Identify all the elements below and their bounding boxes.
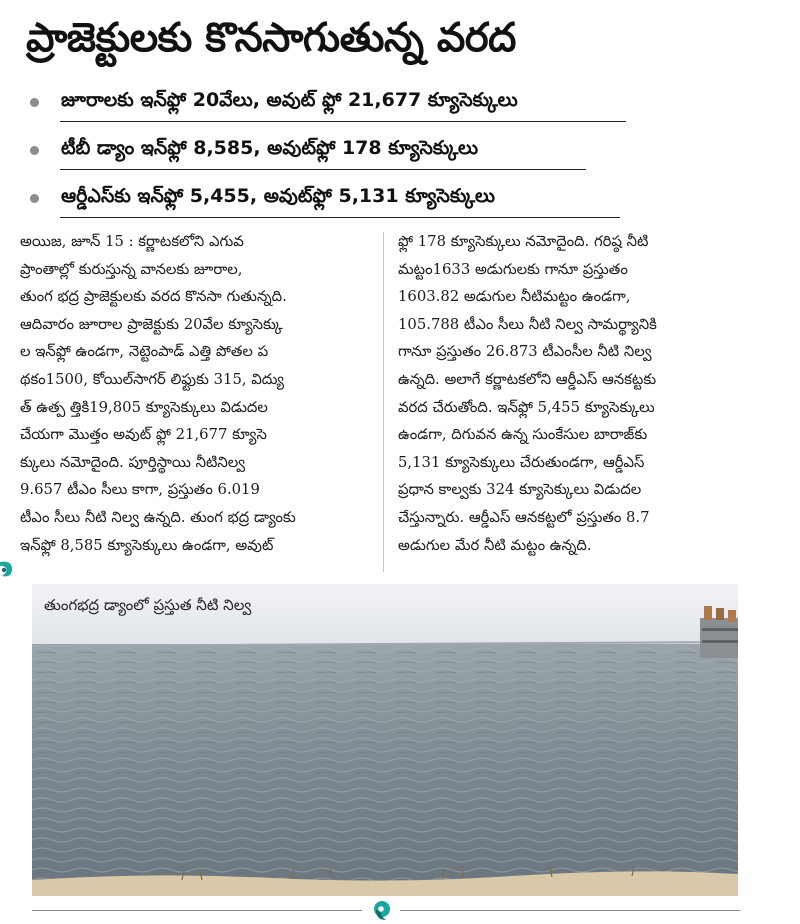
- body-line: ఫ్లో 178 క్యూసెక్కులు నమోదైంది. గరిష్ఠ నీటి: [398, 233, 649, 250]
- footer-rule-right: [400, 910, 740, 911]
- bullet-underline: [60, 217, 620, 218]
- bullet-point: [30, 132, 750, 168]
- body-line: ప్రధాన కాల్వకు 324 క్యూసెక్కులు విడుదల: [398, 481, 642, 499]
- body-line: వరద చేరుతోంది. ఇన్‌ఫ్లో 5,455 క్యూసెక్కులు: [398, 398, 655, 416]
- body-line: మట్టం1633 అడుగులకు గానూ ప్రస్తుతం: [398, 260, 628, 278]
- bullet-underline: [60, 121, 626, 122]
- bullet-icon: [30, 98, 39, 107]
- body-line: ప్రాంతాల్లో కురుస్తున్న వానలకు జూరాల,: [20, 260, 243, 278]
- body-line: అడుగుల మేర నీటి మట్టం ఉన్నది.: [398, 536, 592, 554]
- body-line: చేస్తున్నారు. ఆర్డీఎస్ ఆనకట్టలో ప్రస్తుతం 8.7: [398, 508, 650, 526]
- body-line: థకం1500, కోయిల్‌సాగర్ లిఫ్టుకు 315, విద్యు: [20, 370, 284, 388]
- teal-swirl-icon: [0, 556, 14, 582]
- headline: ప్రాజెక్టులకు కొనసాగుతున్న వరద: [26, 15, 516, 61]
- body-line: తుంగ భద్ర ప్రాజెక్టులకు వరద కొనసా గుతున్నది.: [20, 288, 287, 306]
- bullet-icon: [30, 146, 39, 155]
- body-line: ఉండగా, దిగువన ఉన్న సుంకేసుల బారాజ్‌కు: [398, 426, 648, 444]
- bullet-text: టీబీ డ్యాం ఇన్‌ఫ్లో 8,585, అవుట్‌ఫ్లో 178 క్యూసెక్కులు: [61, 136, 479, 159]
- body-line: ఇన్‌ఫ్లో 8,585 క్యూసెక్కులు ఉండగా, అవుట్: [20, 536, 274, 554]
- bullet-point: [30, 180, 750, 216]
- teal-swirl-icon: [368, 898, 394, 924]
- body-line: చేయగా మొత్తం అవుట్ ఫ్లో 21,677 క్యూసె: [20, 426, 267, 444]
- body-line: 9.657 టీఎం సీలు కాగా, ప్రస్తుతం 6.019: [20, 481, 260, 499]
- body-line: గానూ ప్రస్తుతం 26.873 టీఎంసీల నీటి నిల్వ: [398, 343, 652, 361]
- bullet-underline: [60, 169, 586, 170]
- body-line: క్కులు నమోదైంది. పూర్తిస్థాయి నీటినిల్వ: [20, 453, 246, 471]
- body-line: 5,131 క్యూసెక్కులు చేరుతుండగా, ఆర్డీఎస్: [398, 453, 645, 471]
- body-line: ఉన్నది. అలాగే కర్ణాటకలోని ఆర్డీఎస్ ఆనకట్టకు: [398, 370, 657, 388]
- body-line: త్ ఉత్ప త్తికి19,805 క్యూసెక్కులు విడుదల: [20, 398, 268, 416]
- body-line: అయిజ, జూన్ 15 : కర్ణాటకలోని ఎగువ: [20, 233, 244, 250]
- body-line: 105.788 టీఎం సీలు నీటి నిల్వ సామర్థ్యానికి: [398, 315, 657, 333]
- water-ripples: [32, 644, 738, 884]
- body-line: టీఎం సీలు నీటి నిల్వ ఉన్నది. తుంగ భద్ర డ్యాంకు: [20, 508, 296, 526]
- dam-structure: [700, 606, 738, 658]
- bullet-text: జూరాలకు ఇన్‌ఫ్లో 20వేలు, అవుట్ ఫ్లో 21,677 క్యూసెక్కులు: [61, 88, 518, 111]
- bullet-text: ఆర్డీఎస్‌కు ఇన్‌ఫ్లో 5,455, అవుట్‌ఫ్లో 5,131 క్యూసెక్కులు: [61, 184, 495, 207]
- photo-caption: తుంగభద్ర డ్యాంలో ప్రస్తుత నీటి నిల్వ: [44, 596, 252, 614]
- article-column-left: [20, 228, 372, 559]
- article-column-right: [398, 228, 748, 559]
- body-line: ఆదివారం జూరాల ప్రాజెక్టుకు 20వేల క్యూసెక్కు: [20, 315, 283, 333]
- footer-rule-left: [32, 910, 362, 911]
- reservoir-photo-graphic: [32, 584, 738, 896]
- body-line: 1603.82 అడుగుల నీటిమట్టం ఉండగా,: [398, 288, 631, 306]
- reservoir-photo: [32, 584, 738, 896]
- body-line: ల ఇన్‌ఫ్లో ఉండగా, నెట్టెంపాడ్ ఎత్తి పోతల ప: [20, 343, 269, 361]
- bullet-icon: [30, 194, 39, 203]
- bullet-point: [30, 84, 750, 120]
- column-divider: [383, 232, 384, 572]
